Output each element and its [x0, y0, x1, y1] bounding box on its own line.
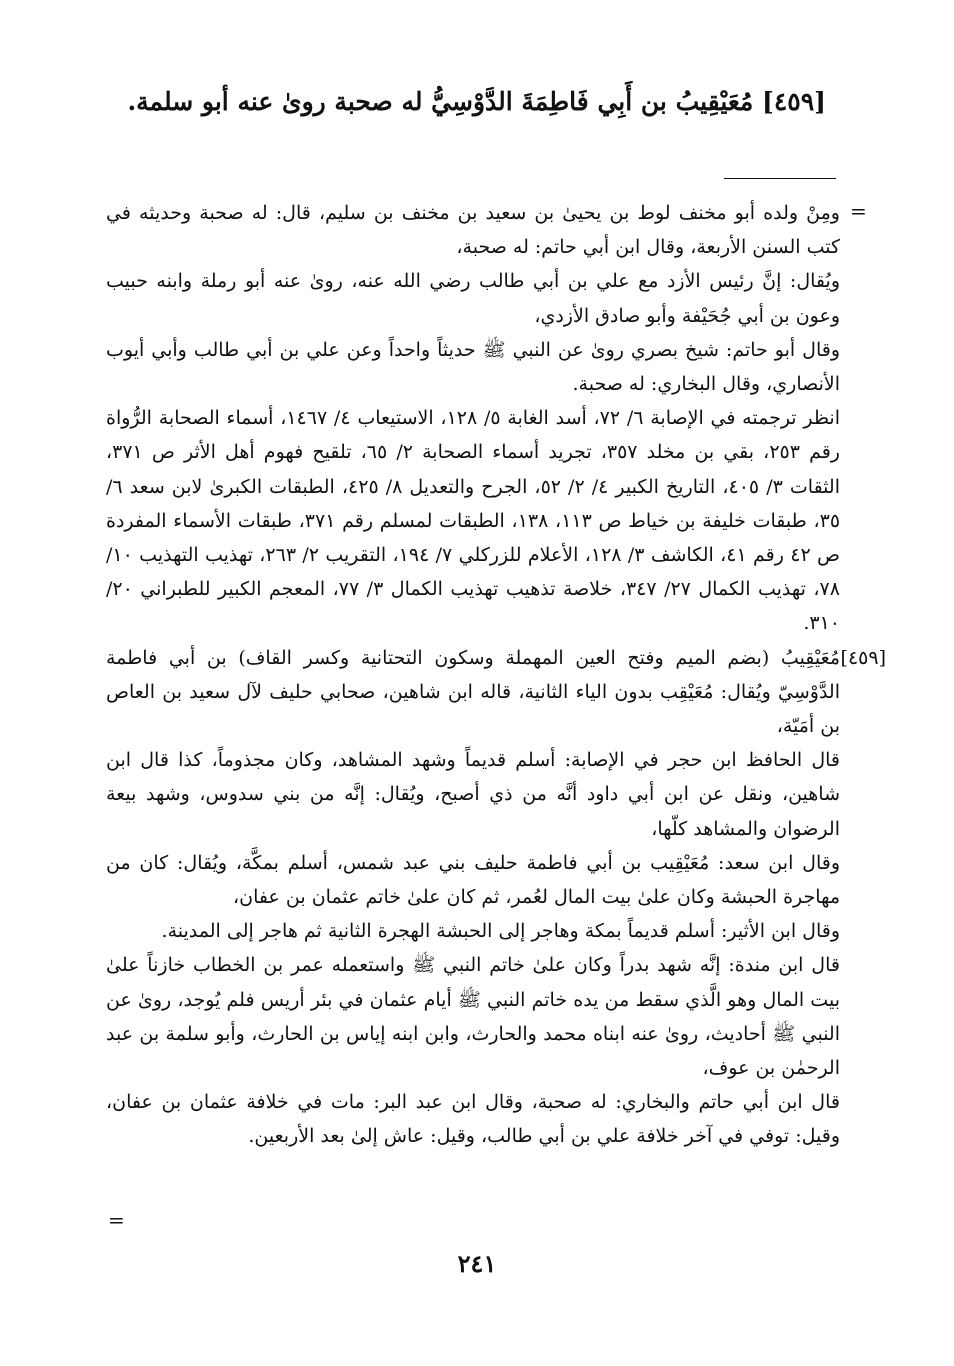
continuation-mark-bottom: =: [108, 1208, 125, 1232]
main-entry-text: [٤٥٩] مُعَيْقِيبُ بن أَبِي فَاطِمَةَ الدَّوْسِيُّ له صحبة روىٰ عنه أبو سلمة.: [127, 87, 826, 116]
footnote-paragraph: قال الحافظ ابن حجر في الإصابة: أسلم قديماً وشهد المشاهد، وكان مجذوماً، كذا قال ابن شاهين، ونقل عن ابن أبي داود أنَّه من ذي أصبح، ويُقال: إنَّه من بني سدوس، وشهد بيعة الرضوان والمشاهد كلّها،: [106, 749, 840, 840]
footnote-paragraph: ويُقال: إنَّ رئيس الأزد مع علي بن أبي طالب رضي الله عنه، روىٰ عنه أبو رملة وابنه حبيب وعون بن أبي جُحَيْفة وأبو صادق الأزدي،: [106, 270, 840, 327]
footnote-paragraph: وقال أبو حاتم: شيخ بصري روىٰ عن النبي ﷺ حديثاً واحداً وعن علي بن أبي طالب وأبي أيوب الأنصاري، وقال البخاري: له صحبة.: [106, 338, 840, 396]
footnote-paragraph: وقال ابن سعد: مُعَيْقِيب بن أبي فاطمة حليف بني عبد شمس، أسلم بمكَّة، ويُقال: كان من مهاجرة الحبشة وكان علىٰ بيت المال لعُمر، ثم كان علىٰ خاتم عثمان بن عفان،: [106, 851, 840, 909]
footnote-paragraph: قال ابن أبي حاتم والبخاري: له صحبة، وقال ابن عبد البر: مات في خلافة عثمان بن عفان، وقيل: توفي في آخر خلافة علي بن أبي طالب، وقيل: عاش إلىٰ بعد الأربعين.: [106, 1091, 840, 1148]
page-number: ٢٤١: [457, 1249, 497, 1278]
footnote-references: انظر ترجمته في الإصابة ٦/ ٧٢، أسد الغابة ٥/ ١٢٨، الاستيعاب ٤/ ١٤٦٧، أسماء الصحابة الرُّواة رقم ٢٥٣، بقي بن مخلد ٣٥٧، تجريد أسماء الصحابة ٢/ ٦٥، تلقيح فهوم أهل الأثر ص ٣٧١، الثقات ٣/ ٤٠٥، التاريخ الكبير ٤/ ٢/ ٥٢، الجرح والتعديل ٨/ ٤٢٥، الطبقات الكبرىٰ لابن سعد ٦/ ٣٥، طبقات خليفة بن خياط ص ١١٣، ١٣٨، الطبقات لمسلم رقم ٣٧١، طبقات الأسماء المفردة ص ٤٢ رقم ٤١، الكاشف ٣/ ١٢٨، الأعلام للزركلي ٧/ ١٩٤، التقريب ٢/ ٢٦٣، تهذيب التهذيب ١٠/ ٧٨، تهذيب الكمال ٢٧/ ٣٤٧، خلاصة تذهيب تهذيب الكمال ٣/ ٧٧، المعجم الكبير للطبراني ٢٠/ ٣١٠.: [106, 407, 841, 635]
footnote-paragraph: وقال ابن الأثير: أسلم قديماً بمكة وهاجر إلى الحبشة الهجرة الثانية ثم هاجر إلى المدينة.: [161, 920, 840, 943]
footnote-separator-rule: [724, 178, 836, 179]
footnote-paragraph: قال ابن مندة: إنَّه شهد بدراً وكان علىٰ خاتم النبي ﷺ واستعمله عمر بن الخطاب خازناً علىٰ بيت المال وهو الَّذي سقط من يده خاتم النبي ﷺ أيام عثمان في بئر أريس فلم يُوجد، روىٰ عن النبي ﷺ أحاديث، روىٰ عنه ابناه محمد والحارث، وابن ابنه إياس بن الحارث، وأبو سلمة بن عبد الرحمٰن بن عوف،: [106, 954, 840, 1080]
footnote-paragraph: ومِنْ ولده أبو مخنف لوط بن يحيىٰ بن سعيد بن مخنف بن سليم، قال: له صحبة وحديثه في كتب السنن الأربعة، وقال ابن أبي حاتم: له صحبة،: [106, 202, 840, 259]
footnote-paragraph: مُعَيْقِيبُ (بضم الميم وفتح العين المهملة وسكون التحتانية وكسر القاف) بن أبي فاطمة الدَّوْسِيّ ويُقال: مُعَيْقِب بدون الياء الثانية، قاله ابن شاهين، صحابي حليف لآل سعيد بن العاص بن أمَيّة،: [106, 646, 840, 738]
footnote-entry-number: [٤٥٩]: [840, 646, 886, 669]
footnotes-section: [106, 196, 886, 1154]
continuation-mark-top: =: [850, 199, 867, 223]
footnote-entry-459: [106, 641, 886, 1154]
